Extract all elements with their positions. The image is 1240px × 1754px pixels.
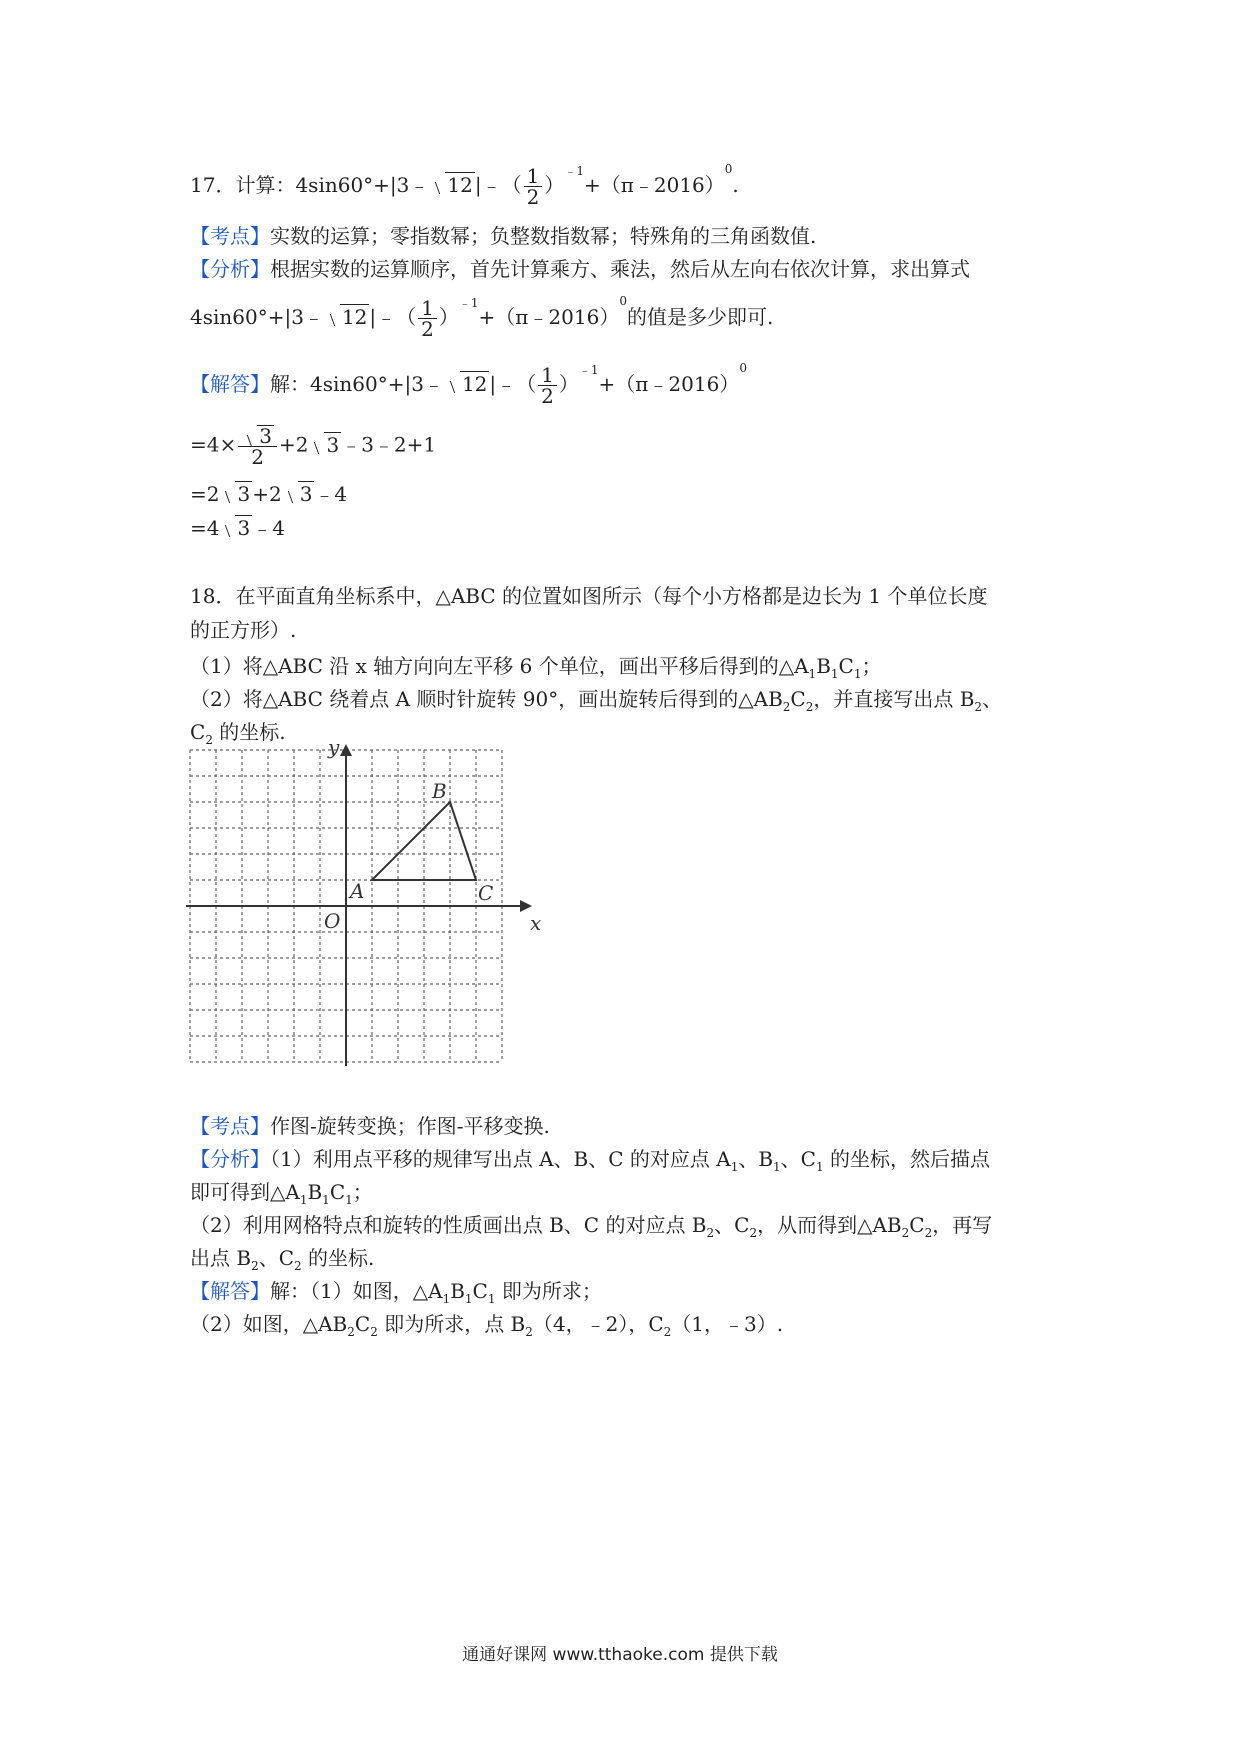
q18-fenxi1 bbox=[190, 1143, 990, 1174]
subscript: 2 bbox=[782, 700, 791, 714]
q17-fenxi bbox=[190, 253, 970, 282]
text-part: 、B bbox=[738, 1147, 774, 1171]
subscript: 1 bbox=[442, 1292, 451, 1306]
q18-line2: 的正方形）. bbox=[190, 618, 297, 642]
text-part: 解：（1）如图，△A bbox=[270, 1279, 443, 1303]
radicand: 12 bbox=[461, 372, 488, 396]
radicand: 3 bbox=[326, 432, 340, 457]
fraction bbox=[524, 166, 543, 207]
subscript: 2 bbox=[706, 1226, 715, 1240]
q18-fenxi4 bbox=[190, 1242, 374, 1273]
text-part: 的坐标，然后描点 bbox=[823, 1147, 990, 1171]
text-part: 的坐标. bbox=[301, 1246, 375, 1270]
text-part: C bbox=[838, 654, 854, 678]
expr-part: 4sin60°+|3﹣ bbox=[310, 372, 444, 396]
subscript: 2 bbox=[663, 1325, 672, 1339]
expr-part: +（π﹣2016） bbox=[478, 305, 620, 329]
text-part: ，再写 bbox=[932, 1213, 993, 1237]
text-part: （2）将△ABC 绕着点 A 顺时针旋转 90°，画出旋转后得到的△AB bbox=[190, 687, 783, 711]
radicand: 3 bbox=[259, 424, 272, 448]
fraction bbox=[238, 425, 277, 467]
sqrt-symbol bbox=[446, 371, 489, 396]
expr-part: ） bbox=[544, 173, 565, 197]
text-part: C bbox=[790, 687, 806, 711]
q17-fenxi-expr bbox=[190, 294, 774, 341]
fraction-denominator: 2 bbox=[238, 446, 277, 467]
q18-jieda1 bbox=[190, 1275, 602, 1306]
fraction-numerator bbox=[238, 425, 277, 446]
subscript: 1 bbox=[299, 1193, 308, 1207]
sqrt-symbol bbox=[431, 172, 474, 197]
origin-label: O bbox=[324, 909, 341, 933]
subscript: 2 bbox=[205, 733, 213, 747]
subscript: 2 bbox=[294, 1259, 302, 1273]
expr-part: . bbox=[732, 173, 739, 197]
subscript: 2 bbox=[924, 1226, 933, 1240]
expr-part: |﹣（ bbox=[489, 372, 537, 396]
jieda-tag: 【解答】 bbox=[190, 1279, 270, 1303]
text-part: （4，﹣2），C bbox=[532, 1312, 664, 1336]
exponent: ﹣1 bbox=[458, 296, 479, 310]
text-part: ； bbox=[861, 654, 882, 678]
expr-part: |﹣（ bbox=[369, 305, 417, 329]
fraction bbox=[418, 298, 437, 339]
step-part: ﹣4 bbox=[252, 516, 285, 540]
fraction-denominator: 2 bbox=[538, 385, 557, 406]
q17-number: 17． bbox=[190, 173, 236, 197]
text-part: 、C bbox=[714, 1213, 750, 1237]
kaodian-text: 作图-旋转变换；作图-平移变换. bbox=[270, 1114, 550, 1138]
fraction bbox=[538, 365, 557, 406]
sqrt-symbol bbox=[221, 481, 252, 506]
exponent: 0 bbox=[724, 162, 733, 176]
sqrt-symbol bbox=[310, 432, 341, 457]
point-c-label: C bbox=[478, 881, 494, 905]
sqrt-symbol bbox=[284, 481, 315, 506]
q18-line1: 18．在平面直角坐标系中，△ABC 的位置如图所示（每个小方格都是边长为 1 个单位长度 bbox=[190, 584, 988, 608]
subscript: 1 bbox=[464, 1292, 473, 1306]
text-part: ，并直接写出点 B bbox=[813, 687, 975, 711]
fraction-numerator: 1 bbox=[421, 296, 434, 320]
q17-stem bbox=[190, 162, 739, 209]
fenxi-text: 根据实数的运算顺序，首先计算乘方、乘法，然后从左向右依次计算，求出算式 bbox=[270, 257, 970, 281]
fraction-denominator: 2 bbox=[418, 318, 437, 339]
fenxi-tag: 【分析】 bbox=[190, 257, 270, 281]
text-part: 的坐标. bbox=[212, 720, 286, 744]
subscript: 2 bbox=[370, 1325, 378, 1339]
q17-kaodian bbox=[190, 220, 816, 249]
step-part: +2 bbox=[252, 482, 282, 506]
exponent: 0 bbox=[619, 294, 627, 308]
exponent: ﹣1 bbox=[564, 164, 584, 178]
subscript: 2 bbox=[805, 700, 814, 714]
fenxi-tail: 的值是多少即可. bbox=[626, 305, 774, 329]
text-part: （1）利用点平移的规律写出点 A、B、C 的对应点 A bbox=[270, 1147, 731, 1171]
step-part: =2 bbox=[190, 482, 220, 506]
radicand: 3 bbox=[237, 482, 251, 506]
q18-sub1 bbox=[190, 650, 881, 681]
sqrt-symbol bbox=[221, 515, 252, 540]
expr-part: +（π﹣2016） bbox=[583, 173, 725, 197]
radicand: 3 bbox=[299, 482, 313, 506]
subscript: 1 bbox=[853, 667, 862, 681]
text-part: （2）利用网格特点和旋转的性质画出点 B、C 的对应点 B bbox=[190, 1213, 707, 1237]
x-axis-label: x bbox=[530, 911, 542, 935]
jieda-tag: 【解答】 bbox=[190, 372, 270, 396]
q18-fenxi3 bbox=[190, 1209, 992, 1240]
text-part: 即为所求； bbox=[495, 1279, 602, 1303]
text-part: ，从而得到△AB bbox=[757, 1213, 902, 1237]
jieda-lead: 解： bbox=[270, 372, 310, 396]
text-part: 、C bbox=[780, 1147, 816, 1171]
coordinate-grid-figure bbox=[180, 735, 542, 1100]
q18-sub2 bbox=[190, 683, 1002, 714]
expr-part: +（π﹣2016） bbox=[598, 372, 740, 396]
subscript: 2 bbox=[347, 1325, 355, 1339]
q17-stem-label: 计算： bbox=[235, 173, 296, 197]
text-part: C bbox=[909, 1213, 925, 1237]
fraction-denominator: 2 bbox=[524, 186, 543, 207]
subscript: 2 bbox=[901, 1226, 910, 1240]
text-part: 、C bbox=[258, 1246, 295, 1270]
sqrt-symbol bbox=[243, 425, 274, 446]
text-part: C bbox=[329, 1180, 346, 1204]
expr-part: 4sin60°+|3﹣ bbox=[295, 173, 430, 197]
text-part: （1，﹣3）. bbox=[671, 1312, 784, 1336]
text-part: 即为所求，点 B bbox=[377, 1312, 526, 1336]
step-part: =4 bbox=[190, 516, 220, 540]
subscript: 1 bbox=[487, 1292, 496, 1306]
q18-kaodian bbox=[190, 1110, 550, 1139]
subscript: 2 bbox=[251, 1259, 259, 1273]
subscript: 1 bbox=[815, 1160, 824, 1174]
exponent: 0 bbox=[739, 361, 747, 375]
text-part: 出点 B bbox=[190, 1246, 252, 1270]
text-part: B bbox=[307, 1180, 323, 1204]
kaodian-tag: 【考点】 bbox=[190, 1114, 270, 1138]
text-part: 、 bbox=[982, 687, 1003, 711]
expr-part: 4sin60°+|3﹣ bbox=[190, 305, 324, 329]
q17-step2 bbox=[190, 478, 347, 507]
q18-jieda2 bbox=[190, 1308, 783, 1339]
q17-step3 bbox=[190, 512, 285, 541]
text-part: B bbox=[816, 654, 831, 678]
fenxi-tag: 【分析】 bbox=[190, 1147, 270, 1171]
expr-part: ） bbox=[558, 372, 579, 396]
subscript: 2 bbox=[749, 1226, 758, 1240]
text-part: C bbox=[472, 1279, 488, 1303]
expr-part: |﹣（ bbox=[474, 173, 522, 197]
fraction-numerator: 1 bbox=[541, 363, 554, 387]
text-part: C bbox=[354, 1312, 371, 1336]
subscript: 1 bbox=[808, 667, 817, 681]
step-part: ﹣3﹣2+1 bbox=[341, 432, 437, 457]
exponent: ﹣1 bbox=[578, 363, 599, 377]
point-b-label: B bbox=[432, 779, 447, 803]
subscript: 1 bbox=[345, 1193, 353, 1207]
text-part: C bbox=[190, 720, 206, 744]
step-part: +2 bbox=[278, 432, 309, 457]
expr-part: ） bbox=[438, 305, 459, 329]
subscript: 1 bbox=[322, 1193, 330, 1207]
subscript: 2 bbox=[974, 700, 983, 714]
text-part: 即可得到△A bbox=[190, 1180, 300, 1204]
text-part: ； bbox=[352, 1180, 373, 1204]
fraction-numerator: 1 bbox=[526, 164, 540, 188]
q17-step1 bbox=[190, 425, 436, 467]
radicand: 12 bbox=[341, 305, 368, 329]
subscript: 1 bbox=[830, 667, 839, 681]
radicand: 3 bbox=[237, 516, 251, 540]
radicand: 12 bbox=[447, 173, 473, 197]
text-part: B bbox=[450, 1279, 465, 1303]
subscript: 2 bbox=[525, 1325, 533, 1339]
text-part: （1）将△ABC 沿 x 轴方向向左平移 6 个单位，画出平移后得到的△A bbox=[190, 654, 809, 678]
kaodian-tag: 【考点】 bbox=[190, 224, 270, 248]
kaodian-text: 实数的运算；零指数幂；负整数指数幂；特殊角的三角函数值. bbox=[270, 224, 817, 248]
step-part: =4× bbox=[190, 432, 237, 457]
q17-jieda bbox=[190, 361, 747, 408]
point-a-label: A bbox=[350, 879, 365, 903]
subscript: 1 bbox=[730, 1160, 739, 1174]
step-part: ﹣4 bbox=[314, 482, 348, 506]
text-part: （2）如图，△AB bbox=[190, 1312, 348, 1336]
sqrt-symbol bbox=[326, 304, 369, 329]
y-axis-label: y bbox=[328, 735, 340, 759]
q18-fenxi2 bbox=[190, 1176, 373, 1207]
page-footer: 通通好课网 www.tthaoke.com 提供下载 bbox=[462, 1645, 778, 1665]
subscript: 1 bbox=[773, 1160, 781, 1174]
